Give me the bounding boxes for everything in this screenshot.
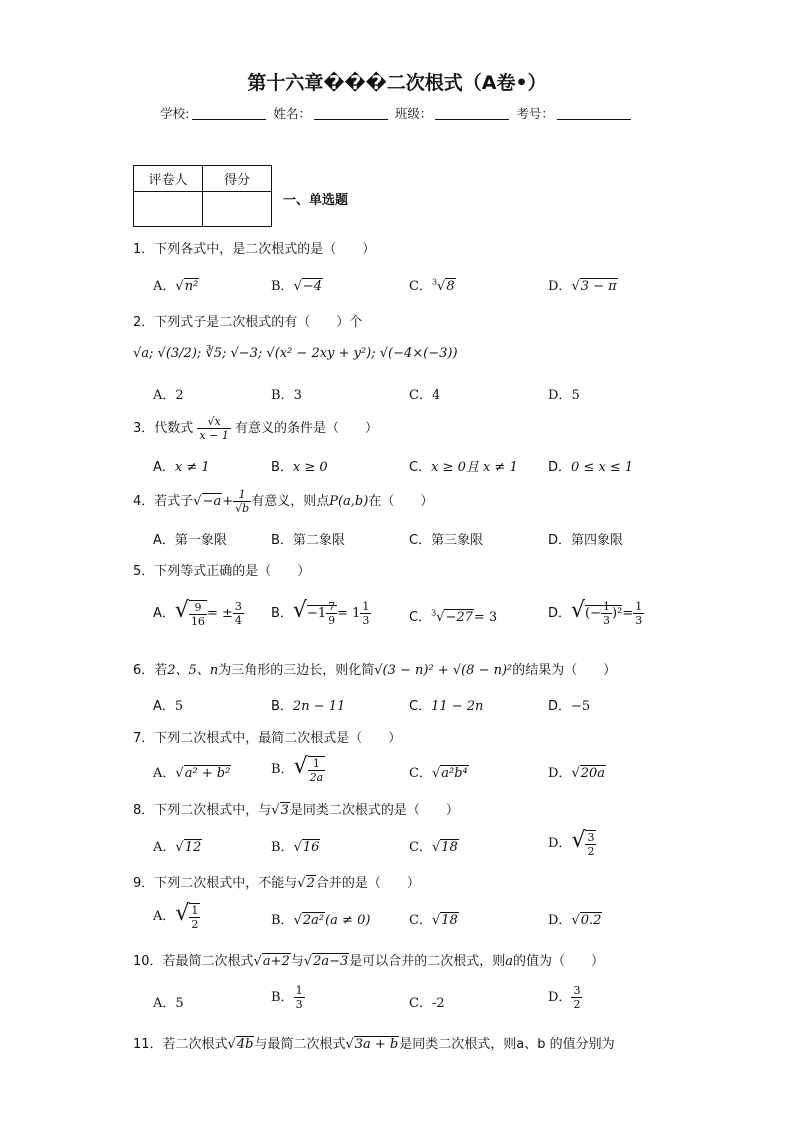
option-c[interactable]: C．$^3$√−27= 3 bbox=[409, 608, 498, 625]
option-d[interactable]: D．√ $\frac{3}{2}$ bbox=[548, 828, 595, 858]
option-b[interactable]: B．x ≥ 0 bbox=[271, 460, 328, 475]
class-blank[interactable] bbox=[435, 119, 509, 120]
option-b[interactable]: B．第二象限 bbox=[271, 533, 345, 548]
option-d[interactable]: D．−5 bbox=[548, 699, 591, 714]
option-c[interactable]: C．√a²b⁴ bbox=[409, 766, 468, 781]
question-5-stem: 5．下列等式正确的是（ ） bbox=[133, 564, 311, 579]
question-7-stem: 7．下列二次根式中，最简二次根式是（ ） bbox=[133, 731, 402, 746]
question-9-stem: 9．下列二次根式中，不能与√2合并的是（ ） bbox=[133, 876, 420, 891]
school-label: 学校: bbox=[160, 106, 190, 121]
question-3-stem: 3．代数式 $\frac{√x}{x - 1}$ 有意义的条件是（ ） bbox=[133, 415, 378, 442]
option-d[interactable]: D．√3 − π bbox=[548, 279, 617, 294]
option-c[interactable]: C．4 bbox=[409, 388, 441, 403]
name-blank[interactable] bbox=[314, 119, 388, 120]
option-d[interactable]: D．√20a bbox=[548, 766, 606, 781]
option-d[interactable]: D．√0.2 bbox=[548, 913, 602, 928]
question-1-stem: 1．下列各式中，是二次根式的是（ ） bbox=[133, 242, 376, 257]
score-header: 得分 bbox=[203, 166, 272, 192]
option-c[interactable]: C．$^3$√8 bbox=[409, 277, 455, 294]
score-table bbox=[133, 165, 272, 227]
option-c[interactable]: C．x ≥ 0且 x ≠ 1 bbox=[409, 460, 518, 475]
option-b[interactable]: B．√−4 bbox=[271, 279, 323, 294]
option-b[interactable]: B． $\frac{1}{3}$ bbox=[271, 984, 303, 1011]
student-info-line bbox=[0, 104, 794, 122]
option-b[interactable]: B．√16 bbox=[271, 840, 320, 855]
question-8-stem: 8．下列二次根式中，与√3是同类二次根式的是（ ） bbox=[133, 803, 459, 818]
option-a[interactable]: A．第一象限 bbox=[153, 533, 227, 548]
option-a[interactable]: A．5 bbox=[153, 699, 184, 714]
option-a[interactable]: A．√ $\frac{1}{2}$ bbox=[153, 901, 199, 931]
option-c[interactable]: C．11 − 2n bbox=[409, 699, 484, 714]
question-4-stem: 4．若式子√−a+ $\frac{1}{√b}$ 有意义，则点P(a,b)在（ ） bbox=[133, 488, 434, 515]
option-d[interactable]: D．√(− $\frac{1}{3}$ )²= $\frac{1}{3}$ bbox=[548, 598, 643, 627]
section-title: 一、单选题 bbox=[283, 193, 349, 208]
class-label: 班级： bbox=[394, 106, 433, 121]
school-blank[interactable] bbox=[192, 119, 266, 120]
number-label: 考号： bbox=[516, 106, 554, 121]
name-label: 姓名： bbox=[273, 106, 311, 121]
option-a[interactable]: A．x ≠ 1 bbox=[153, 460, 210, 475]
option-b[interactable]: B．√2a²(a ≠ 0) bbox=[271, 913, 371, 928]
option-d[interactable]: D．5 bbox=[548, 388, 580, 403]
option-b[interactable]: B．√ $\frac{1}{2a}$ bbox=[271, 754, 324, 784]
option-a[interactable]: A．√a² + b² bbox=[153, 766, 231, 781]
option-c[interactable]: C．第三象限 bbox=[409, 533, 484, 548]
question-2-expressions: √a; √(3/2); ∛5; √−3; √(x² − 2xy + y²); √(−4×(−3)) bbox=[133, 346, 458, 361]
option-d[interactable]: D．0 ≤ x ≤ 1 bbox=[548, 460, 634, 475]
question-11-stem: 11．若二次根式√4b与最简二次根式√3a + b是同类二次根式，则a、b 的值分别为 bbox=[133, 1037, 615, 1052]
option-b[interactable]: B．3 bbox=[271, 388, 302, 403]
option-a[interactable]: A．2 bbox=[153, 388, 184, 403]
option-a[interactable]: A．√12 bbox=[153, 840, 202, 855]
option-b[interactable]: B．2n − 11 bbox=[271, 699, 346, 714]
question-6-stem: 6．若2、5、n为三角形的三边长，则化简√(3 − n)² + √(8 − n)²的结果为（ ） bbox=[133, 663, 617, 678]
question-10-stem: 10．若最简二次根式√a+2与√2a−3是可以合并的二次根式，则a的值为（ ） bbox=[133, 954, 605, 969]
option-d[interactable]: D．第四象限 bbox=[548, 533, 624, 548]
option-c[interactable]: C．√18 bbox=[409, 840, 458, 855]
question-2-stem: 2．下列式子是二次根式的有（ ）个 bbox=[133, 315, 363, 330]
reviewer-cell[interactable] bbox=[134, 192, 203, 227]
score-cell[interactable] bbox=[203, 192, 272, 227]
option-a[interactable]: A．√ $\frac{9}{16}$ = ± $\frac{3}{4}$ bbox=[153, 598, 242, 628]
option-a[interactable]: A．√n² bbox=[153, 279, 199, 294]
option-b[interactable]: B．√−1 $\frac{7}{9}$ = 1 $\frac{1}{3}$ bbox=[271, 598, 370, 627]
page-title: 第十六章���二次根式（A卷•） bbox=[247, 72, 547, 94]
fraction: $\frac{1}{√b}$ bbox=[235, 488, 250, 515]
number-blank[interactable] bbox=[557, 119, 631, 120]
fraction: $\frac{√x}{x - 1}$ bbox=[199, 415, 229, 442]
option-a[interactable]: A．5 bbox=[153, 996, 184, 1011]
option-c[interactable]: C．√18 bbox=[409, 913, 458, 928]
reviewer-header: 评卷人 bbox=[134, 166, 203, 192]
option-c[interactable]: C．-2 bbox=[409, 996, 445, 1011]
option-d[interactable]: D． $\frac{3}{2}$ bbox=[548, 984, 581, 1011]
